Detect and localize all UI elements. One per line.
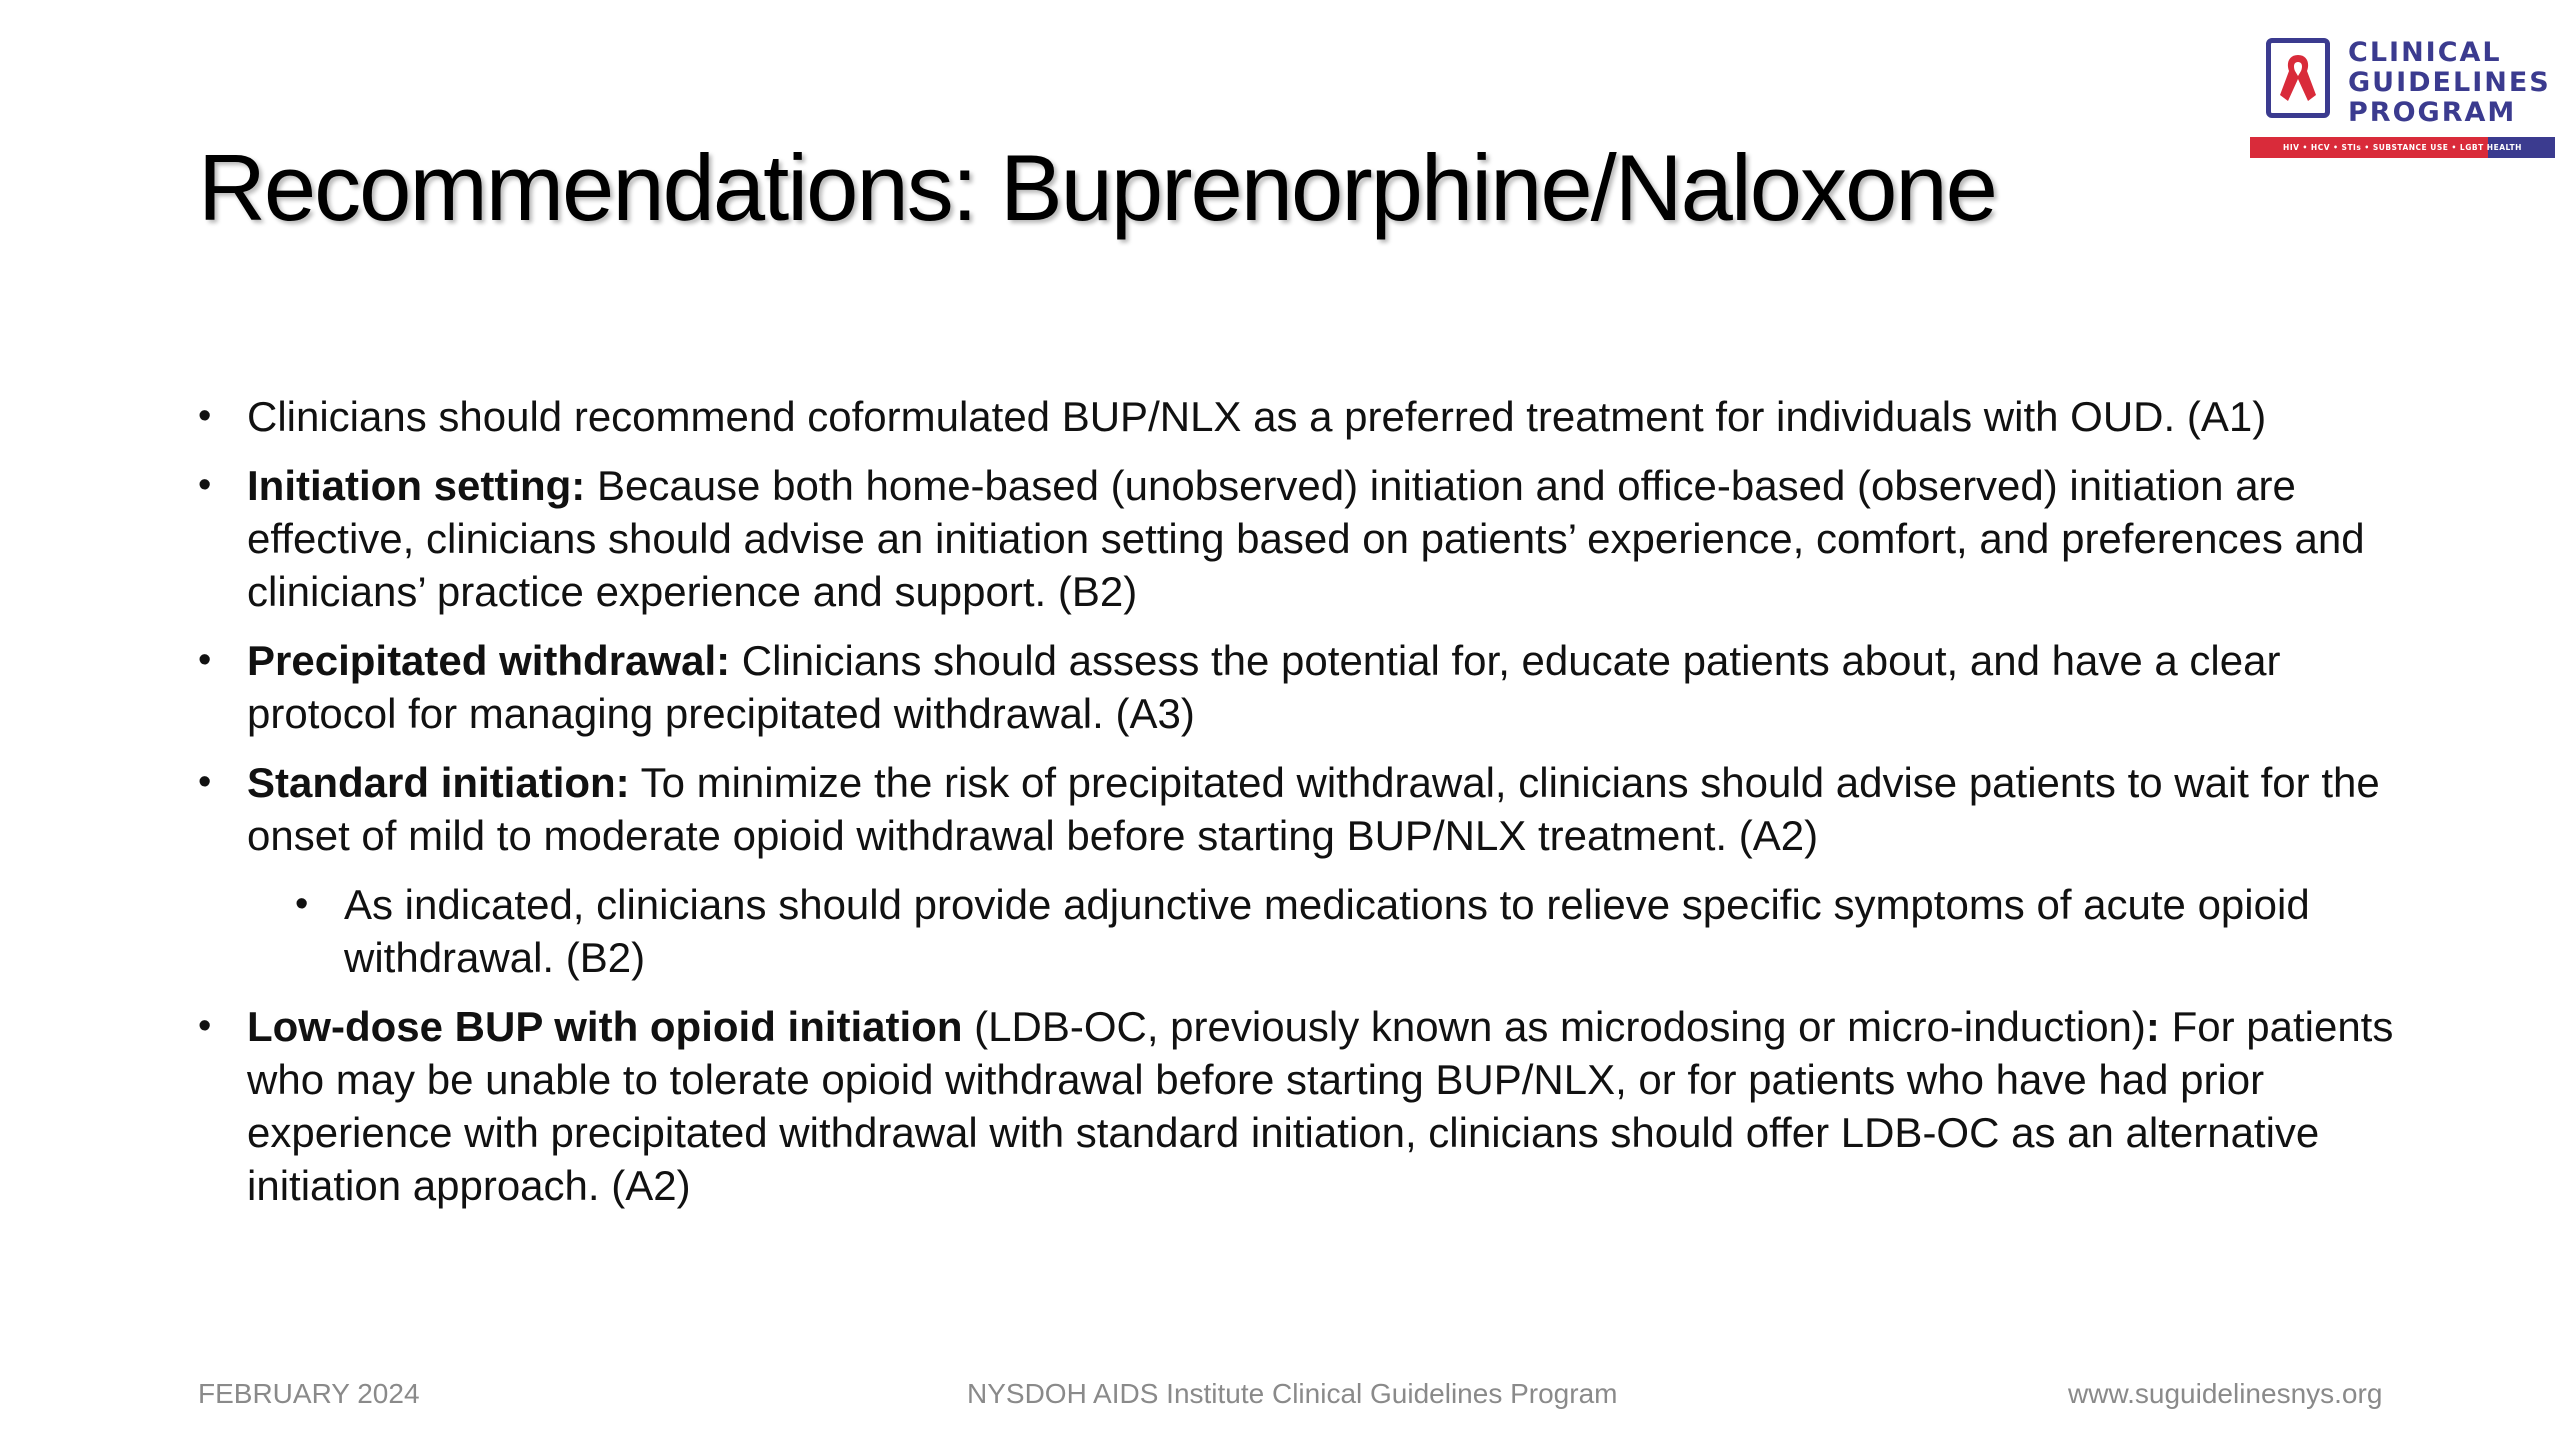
- logo-ribbon-frame: [2266, 38, 2330, 118]
- recommendation-text: As indicated, clinicians should provide adjunctive medications to relieve specific symptoms of acute opioid withdrawal. (B2): [344, 881, 2310, 981]
- bullet-glyph: •: [198, 761, 212, 803]
- logo-line-clinical: CLINICAL: [2348, 37, 2502, 68]
- bullet-glyph: •: [295, 883, 309, 925]
- recommendation-subitem: [190, 878, 2420, 984]
- recommendation-text: Because both home-based (unobserved) initiation and office-based (observed) initiation are effective, clinicians should advise an initiation setting based on patients’ experience, comfort, and preferences and clinicians’ practice experience and support. (B2): [247, 462, 2365, 615]
- slide-title: Recommendations: Buprenorphine/Naloxone: [198, 135, 1996, 240]
- recommendation-lead: Initiation setting:: [247, 462, 586, 509]
- recommendation-aside: (LDB-OC, previously known as microdosing or micro-induction): [962, 1003, 2146, 1050]
- recommendation-item: [190, 1000, 2420, 1212]
- footer-date: FEBRUARY 2024: [198, 1378, 420, 1409]
- recommendation-lead: Standard initiation:: [247, 759, 630, 806]
- bullet-glyph: •: [198, 639, 212, 681]
- recommendation-lead: Low-dose BUP with opioid initiation: [247, 1003, 963, 1050]
- recommendation-item: [190, 459, 2420, 618]
- recommendation-lead: Precipitated withdrawal:: [247, 637, 731, 684]
- logo-line-program: PROGRAM: [2348, 97, 2517, 128]
- recommendation-text: To minimize the risk of precipitated withdrawal, clinicians should advise patients to wait for the onset of mild to moderate opioid withdrawal before starting BUP/NLX treatment. (A2): [247, 759, 2380, 859]
- recommendation-colon: :: [2145, 1003, 2160, 1050]
- recommendation-text: Clinicians should assess the potential for, educate patients about, and have a clear protocol for managing precipitated withdrawal. (A3): [247, 637, 2281, 737]
- red-ribbon-icon: [2277, 51, 2319, 107]
- footer-program: NYSDOH AIDS Institute Clinical Guidelines Program: [967, 1378, 1618, 1409]
- logo-line-guidelines: GUIDELINES: [2348, 67, 2551, 98]
- bullet-glyph: •: [198, 395, 212, 437]
- logo-wordmark: [2348, 38, 2551, 128]
- recommendation-item: [190, 390, 2420, 443]
- clinical-guidelines-program-logo: [2250, 38, 2555, 158]
- bullet-glyph: •: [198, 464, 212, 506]
- recommendation-text: Clinicians should recommend coformulated BUP/NLX as a preferred treatment for individuals with OUD. (A1): [247, 393, 2267, 440]
- logo-tagline-bar: HIV • HCV • STIs • SUBSTANCE USE • LGBT HEALTH: [2250, 137, 2555, 158]
- recommendation-list: [190, 390, 2420, 1212]
- recommendation-text: For patients who may be unable to tolerate opioid withdrawal before starting BUP/NLX, or for patients who have had prior experience with precipitated withdrawal with standard initiation, clinicians should offer LDB-OC as an alternative initiation approach. (A2): [247, 1003, 2394, 1209]
- slide-body: [190, 390, 2420, 1228]
- recommendation-item: [190, 756, 2420, 862]
- footer-website: www.suguidelinesnys.org: [2068, 1378, 2383, 1409]
- recommendation-item: [190, 634, 2420, 740]
- bullet-glyph: •: [198, 1005, 212, 1047]
